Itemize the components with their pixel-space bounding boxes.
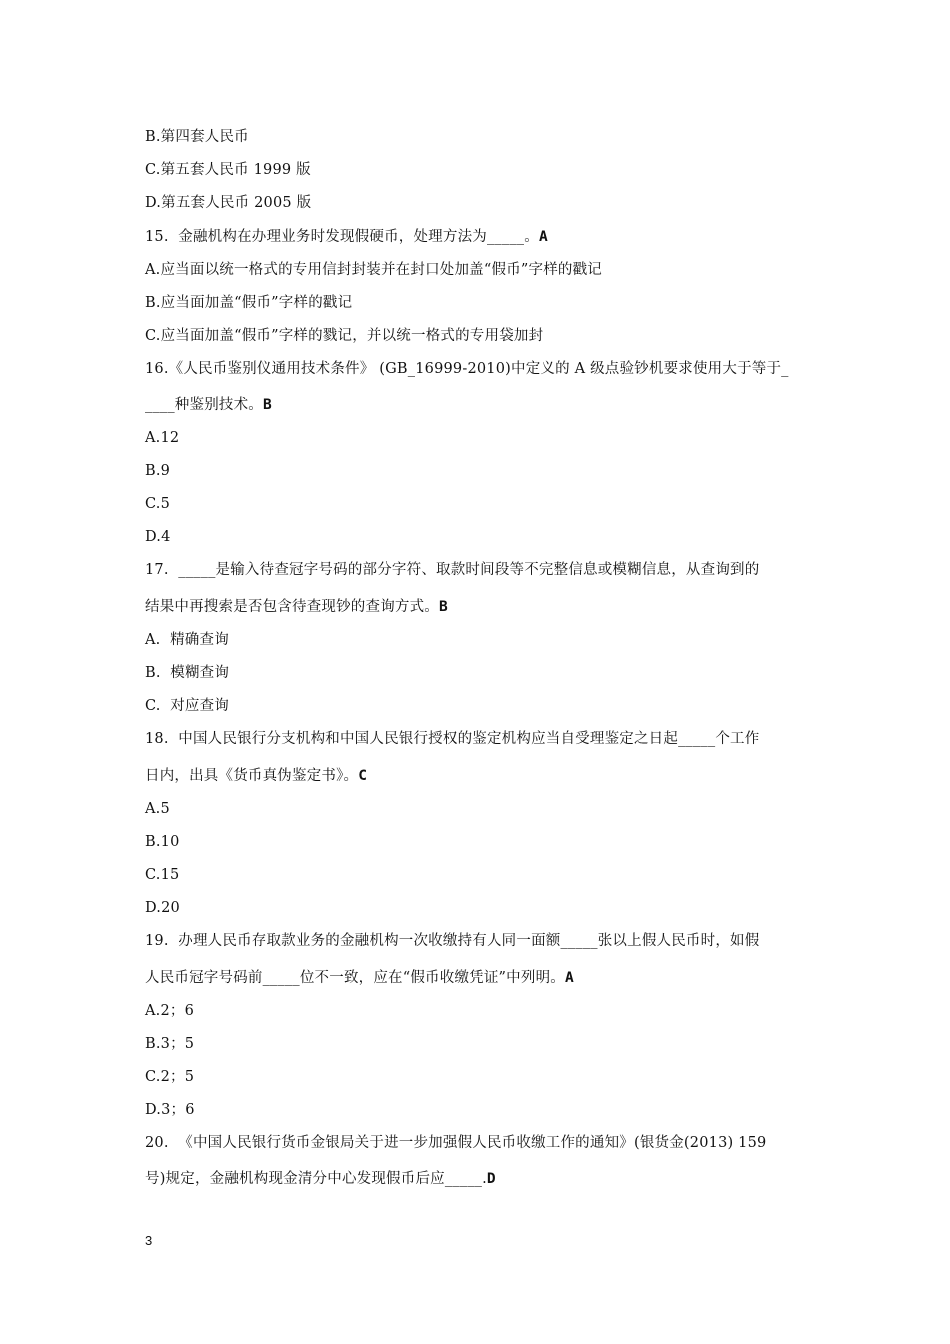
- line-text: ____种鉴别技术。: [145, 397, 263, 413]
- text-line: [145, 729, 810, 749]
- line-text: A.5: [145, 801, 170, 817]
- text-line: [145, 799, 810, 819]
- text-line: [145, 898, 810, 918]
- line-text: B.第四套人民币: [145, 129, 249, 145]
- line-text: B.3；5: [145, 1036, 195, 1052]
- text-line: [145, 696, 810, 716]
- line-text: C.2；5: [145, 1069, 195, 1085]
- line-text: A.应当面以统一格式的专用信封封装并在封口处加盖“假币”字样的戳记: [145, 262, 603, 278]
- text-line: [145, 1001, 810, 1021]
- line-text: D.3；6: [145, 1102, 195, 1118]
- text-line: [145, 160, 810, 180]
- line-text: C. 对应查询: [145, 698, 230, 714]
- line-text: 16.《人民币鉴别仪通用技术条件》 (GB_16999-2010)中定义的 A 级点验钞机要求使用大于等于_: [145, 361, 789, 377]
- text-line: [145, 931, 810, 951]
- line-text: 人民币冠字号码前_____位不一致，应在“假币收缴凭证”中列明。: [145, 970, 565, 986]
- text-line: [145, 359, 810, 379]
- answer-key: B: [263, 397, 272, 413]
- line-text: D.20: [145, 900, 180, 916]
- text-line: [145, 1100, 810, 1120]
- answer-key: C: [358, 768, 368, 784]
- line-text: 20. 《中国人民银行货币金银局关于进一步加强假人民币收缴工作的通知》(银货金(2013) 159: [145, 1135, 767, 1151]
- text-line: [145, 494, 810, 514]
- text-line: [145, 326, 810, 346]
- line-text: 15. 金融机构在办理业务时发现假硬币，处理方法为_____。: [145, 229, 539, 245]
- text-line: [145, 1169, 810, 1189]
- text-line: [145, 260, 810, 280]
- line-text: D.第五套人民币 2005 版: [145, 195, 312, 211]
- text-line: [145, 127, 810, 147]
- text-line: [145, 527, 810, 547]
- line-text: D.4: [145, 529, 171, 545]
- line-text: B.9: [145, 463, 171, 479]
- text-line: [145, 832, 810, 852]
- text-line: [145, 865, 810, 885]
- text-line: [145, 630, 810, 650]
- text-line: [145, 428, 810, 448]
- answer-key: B: [439, 599, 448, 615]
- line-text: 18. 中国人民银行分支机构和中国人民银行授权的鉴定机构应当自受理鉴定之日起_____个工作: [145, 731, 760, 747]
- answer-key: D: [486, 1171, 496, 1187]
- text-line: [145, 766, 810, 786]
- text-line: [145, 1034, 810, 1054]
- line-text: C.第五套人民币 1999 版: [145, 162, 311, 178]
- line-text: B.10: [145, 834, 180, 850]
- text-line: [145, 227, 810, 247]
- text-line: [145, 193, 810, 213]
- text-line: [145, 663, 810, 683]
- text-line: [145, 293, 810, 313]
- line-text: B.应当面加盖“假币”字样的戳记: [145, 295, 353, 311]
- line-text: B. 模糊查询: [145, 665, 230, 681]
- text-line: [145, 597, 810, 617]
- text-line: [145, 968, 810, 988]
- line-text: 日内，出具《货币真伪鉴定书》。: [145, 768, 359, 784]
- line-text: 17. _____是输入待查冠字号码的部分字符、取款时间段等不完整信息或模糊信息，从查询到的: [145, 562, 760, 578]
- text-line: [145, 395, 810, 415]
- page-number: 3: [145, 1233, 153, 1248]
- line-text: C.15: [145, 867, 180, 883]
- line-text: 结果中再搜索是否包含待查现钞的查询方式。: [145, 599, 439, 615]
- text-line: [145, 461, 810, 481]
- text-line: [145, 560, 810, 580]
- line-text: 号)规定，金融机构现金清分中心发现假币后应_____.: [145, 1171, 487, 1187]
- line-text: C.5: [145, 496, 171, 512]
- answer-key: A: [564, 970, 574, 986]
- line-text: C.应当面加盖“假币”字样的戮记，并以统一格式的专用袋加封: [145, 328, 544, 344]
- line-text: A.12: [145, 430, 180, 446]
- answer-key: A: [538, 229, 548, 245]
- line-text: A.2；6: [145, 1003, 195, 1019]
- line-text: A. 精确查询: [145, 632, 229, 648]
- text-line: [145, 1067, 810, 1087]
- text-line: [145, 1133, 810, 1153]
- line-text: 19. 办理人民币存取款业务的金融机构一次收缴持有人同一面额_____张以上假人民币时，如假: [145, 933, 760, 949]
